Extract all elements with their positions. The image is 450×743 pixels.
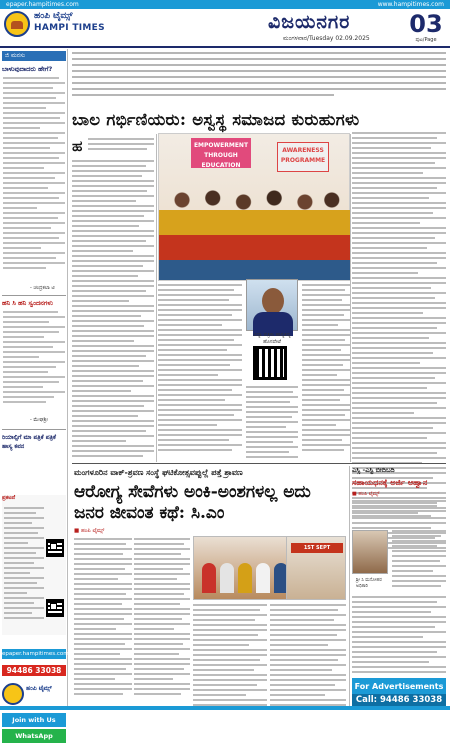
second-story-column <box>193 604 267 709</box>
right-story-headline[interactable]: ಸಹಾಯಧನಕ್ಕೆ ಅರ್ಜಿ ಆಹ್ವಾನ <box>352 477 428 487</box>
hampi-times-logo[interactable] <box>4 11 104 44</box>
right-story-column <box>392 530 446 590</box>
intro-paragraph <box>72 52 446 107</box>
second-story-column <box>134 538 190 698</box>
person-figure <box>202 563 216 593</box>
sidebar-story-text <box>3 77 65 272</box>
lead-headline[interactable]: ಬಾಲ ಗರ್ಭಿಣಿಯರು: ಅಸ್ವಸ್ಥ ಸಮಾಜದ ಕುರುಹುಗಳು <box>72 110 360 129</box>
left-sidebar <box>0 49 69 740</box>
masthead <box>0 9 450 46</box>
temple-emblem-icon <box>4 11 30 37</box>
person-figure <box>220 563 234 593</box>
lead-story-column <box>302 284 350 454</box>
epaper-url[interactable]: epaper.hampitimes.com <box>6 1 79 8</box>
sidebar-section-tag: ಜಿ ಮನಸು <box>2 51 66 61</box>
lead-story-photo[interactable] <box>158 133 350 281</box>
page-indicator <box>406 11 446 44</box>
ad-phone[interactable]: Call: 94486 33038 <box>352 694 446 707</box>
sidebar-poem-text <box>3 311 65 406</box>
column-divider <box>350 134 351 462</box>
person-figure <box>238 563 252 593</box>
qr-code-icon[interactable] <box>46 599 64 617</box>
sidebar-story-headline[interactable]: ಬಾಳುವುದಾದರು ಹೇಗೆ? <box>2 65 53 73</box>
sidebar-poem-byline: - ಮೇಘಶ್ರೀ <box>30 417 48 423</box>
issue-date: ಮಂಗಳವಾರ/Tuesday 02.09.2025 <box>283 35 370 42</box>
lead-story-right-column <box>352 132 446 462</box>
right-story-kicker: ಎಸ್ಸಿ -ಎಸ್ಟಿ ಬೀದಿಬದಿ <box>352 466 395 474</box>
author-caption: ವಿದ್ಯಾ ಪತ್ರಿಕಾ ಹಾಸ್ಯಕಿಷ್ಯ ಹೊಸಪೇಟೆ <box>253 332 291 345</box>
author-qr-code-icon[interactable] <box>253 346 287 380</box>
right-story-byline: ■ ಹಂಪಿ ಟೈಮ್ಸ್ <box>352 491 380 497</box>
sidebar-phone-number[interactable]: 94486 33038 <box>2 665 66 676</box>
logo-english-text: HAMPI TIMES <box>34 23 105 33</box>
sidebar-notice-text <box>4 507 44 622</box>
join-with-us-button[interactable]: Join with Us <box>2 713 66 727</box>
lead-story-column <box>88 138 154 153</box>
right-story-photo[interactable] <box>352 530 388 574</box>
lead-story-column <box>72 160 154 460</box>
website-url[interactable]: www.hampitimes.com <box>377 1 444 8</box>
second-story-column <box>74 538 132 698</box>
second-story-kicker: ಮಂಗಳೂರಿನ ವಾಕ್-ಶ್ರವಣ ಸಂಸ್ಥೆ ಘಟಿಕೋತ್ಸವಪ್ಪುಲ್ಲೆ ಪತ್ತೆ ಶ್ರಾವಣ <box>74 468 243 477</box>
top-url-strip <box>0 0 450 9</box>
person-figure <box>256 563 270 593</box>
photo-sign-empowerment: EMPOWERMENT THROUGH EDUCATION <box>191 138 251 168</box>
author-photo <box>246 279 298 331</box>
sidebar-divider <box>2 295 66 296</box>
sidebar-feature-title[interactable]: ರಿಯಾಲ್ಟಿಗೆ ಮಾ ಪತ್ರಿಕೆ ಪತ್ರಿಕೆ ಹಾಸ್ಯ ಕವನ <box>2 434 56 450</box>
crowd-image <box>159 180 351 280</box>
second-story-byline: ■ ಹಂಪಿ ಟೈಮ್ಸ್ <box>74 528 105 534</box>
sidebar-notice-block <box>2 495 66 635</box>
sidebar-story-byline: - ಚಂದ್ರಕಲಾ ಟಿ <box>30 285 55 291</box>
author-face <box>262 288 284 314</box>
right-bottom-story <box>352 466 446 520</box>
section-divider <box>72 463 446 464</box>
column-divider <box>349 466 350 710</box>
sidebar-logo-text: ಹಂಪಿ ಟೈಮ್ಸ್ <box>26 685 52 692</box>
sidebar-divider <box>2 429 66 430</box>
logo-kannada-text: ಹಂಪಿ ಟೈಮ್ಸ್ <box>34 11 73 21</box>
page-label: ಪುಟ/Page <box>415 37 437 43</box>
lead-story-column <box>246 386 298 461</box>
footer-strip <box>0 706 450 710</box>
masthead-rule <box>0 46 450 48</box>
second-story-headline[interactable]: ಆರೋಗ್ಯ ಸೇವೆಗಳು ಅಂಕಿ-ಅಂಶಗಳಲ್ಲ ಅದು ಜನರ ಜೀವಂತ ಕಥೆ: ಸಿ.ಎಂ <box>74 482 311 523</box>
page-number: 03 <box>409 10 443 38</box>
right-story-column <box>352 596 446 676</box>
lead-story-column <box>158 284 242 454</box>
second-story-photo-2[interactable] <box>286 536 346 600</box>
event-banner: 1ST SEPT <box>291 543 343 553</box>
dropcap-letter: ಹ <box>72 137 83 155</box>
qr-code-icon[interactable] <box>46 539 64 557</box>
temple-emblem-icon <box>2 683 24 705</box>
sidebar-poem-headline[interactable]: ಹನಿ ಸಿ ಹನಿ ಸ್ವಂದನಗಳು <box>2 299 53 307</box>
sidebar-epaper-link[interactable]: epaper.hampitimes.com <box>2 651 69 657</box>
right-story-photo-caption: ಶ್ರೀ ಸಿ ಮನೋಹರ ಅಧಿಕಾರಿ <box>356 578 382 589</box>
edition-name: ವಿಜಯನಗರ <box>268 11 351 33</box>
sidebar-feature-box <box>2 433 66 467</box>
whatsapp-button[interactable]: WhatsApp <box>2 729 66 743</box>
photo-sign-awareness: AWARENESS PROGRAMME <box>277 142 329 172</box>
sidebar-notice-heading: ಪ್ರಕಟನೆ <box>2 495 16 501</box>
second-story-column <box>270 604 346 709</box>
column-divider <box>156 134 157 462</box>
ad-heading: For Advertisements <box>354 682 444 691</box>
